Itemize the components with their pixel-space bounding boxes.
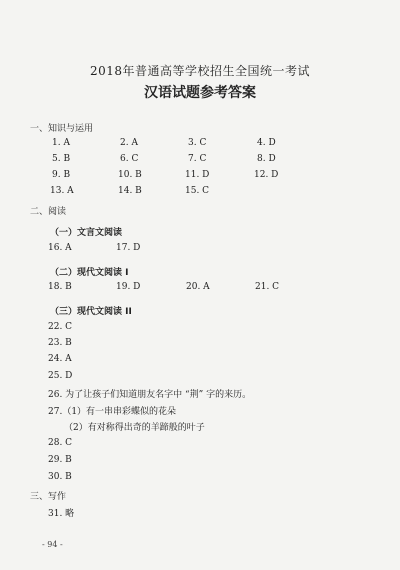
subsection-heading: （一）文言文阅读: [50, 228, 123, 238]
answer-item: 5. B: [52, 154, 71, 164]
answer-item: 25. D: [48, 371, 73, 381]
answer-item: 22. C: [48, 322, 73, 332]
page-number: - 94 -: [42, 540, 63, 549]
answer-item: 7. C: [188, 154, 207, 164]
answer-item: 3. C: [188, 138, 207, 148]
section-1-heading: 一、知识与运用: [30, 124, 94, 134]
answer-item: 14. B: [118, 186, 142, 196]
answer-item: 8. D: [257, 154, 276, 164]
answer-item: 30. B: [48, 472, 72, 482]
section-2-heading: 二、阅读: [30, 207, 67, 217]
answer-item: 12. D: [254, 170, 279, 180]
answer-item: 19. D: [116, 282, 141, 292]
answer-item: 6. C: [120, 154, 139, 164]
section-3-heading: 三、写作: [30, 492, 67, 502]
answer-item: 15. C: [185, 186, 210, 196]
answer-item: 11. D: [185, 170, 210, 180]
answer-item: 26. 为了让孩子们知道朋友名字中 “荆” 字的来历。: [48, 390, 252, 400]
answer-item: 4. D: [257, 138, 276, 148]
answer-item: 1. A: [52, 138, 70, 148]
answer-item: （2）有对称得出奇的羊蹄般的叶子: [64, 423, 205, 433]
answer-item: 17. D: [116, 243, 141, 253]
page-subtitle: 汉语试题参考答案: [144, 85, 256, 101]
page-title: 2018年普通高等学校招生全国统一考试: [89, 64, 311, 78]
answer-item: 9. B: [52, 170, 71, 180]
answer-item: 18. B: [48, 282, 72, 292]
answer-item: 20. A: [186, 282, 210, 292]
answer-item: 16. A: [48, 243, 72, 253]
answer-item: 24. A: [48, 354, 72, 364]
answer-item: 13. A: [50, 186, 74, 196]
subsection-heading: （三）现代文阅读 II: [50, 307, 132, 317]
answer-item: 29. B: [48, 455, 72, 465]
answer-item: 10. B: [118, 170, 142, 180]
answer-item: 28. C: [48, 438, 73, 448]
answer-item: 27.（1）有一串串彩蝶似的花朵: [48, 407, 177, 417]
subsection-heading: （二）现代文阅读 I: [50, 268, 129, 278]
answer-item: 21. C: [255, 282, 280, 292]
answer-item: 23. B: [48, 338, 72, 348]
answer-item: 2. A: [120, 138, 138, 148]
answer-item: 31. 略: [48, 509, 75, 519]
